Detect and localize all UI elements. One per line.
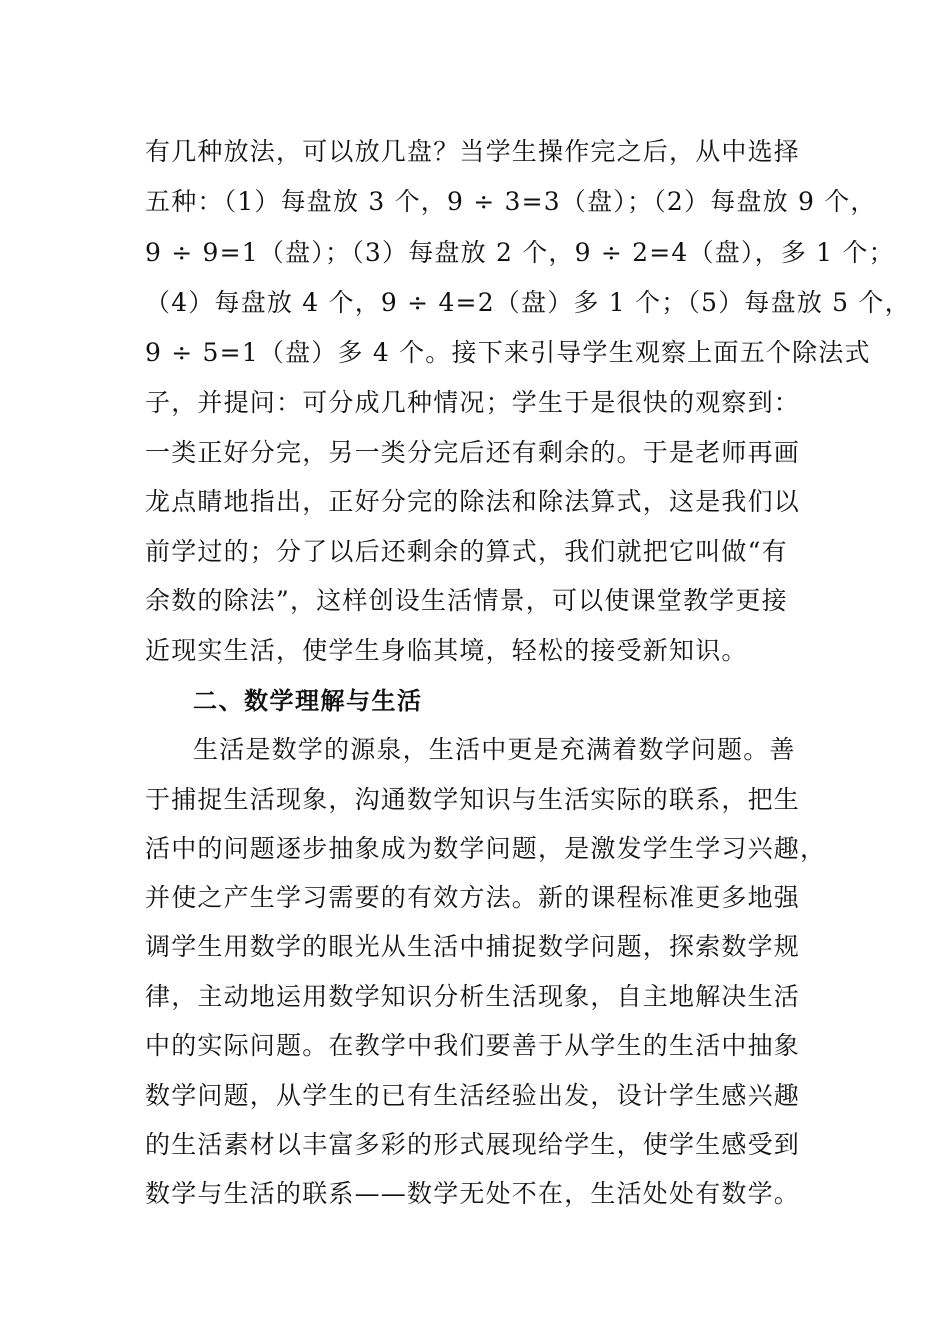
paragraph-line: 前学过的；分了以后还剩余的算式，我们就把它叫做“有 [145,537,788,566]
paragraph-line: 并使之产生学习需要的有效方法。新的课程标准更多地强 [145,883,801,912]
paragraph-line: 五种：（1）每盘放 3 个，9 ÷ 3=3（盘）；（2）每盘放 9 个， [145,187,877,216]
paragraph-line: 9 ÷ 9=1（盘）；（3）每盘放 2 个，9 ÷ 2=4（盘），多 1 个； [145,238,895,267]
paragraph-line: 9 ÷ 5=1（盘）多 4 个。接下来引导学生观察上面五个除法式 [145,338,871,367]
paragraph-line: 于捕捉生活现象，沟通数学知识与生活实际的联系，把生 [145,785,801,814]
paragraph-line: 中的实际问题。在教学中我们要善于从学生的生活中抽象 [145,1031,801,1060]
paragraph-line: 的生活素材以丰富多彩的形式展现给学生，使学生感受到 [145,1130,801,1159]
paragraph-line: 生活是数学的源泉，生活中更是充满着数学问题。善 [193,735,796,764]
paragraph-line: 律，主动地运用数学知识分析生活现象，自主地解决生活 [145,982,801,1011]
paragraph-line: 子，并提问：可分成几种情况；学生于是很快的观察到： [145,388,801,417]
paragraph-line: 调学生用数学的眼光从生活中捕捉数学问题，探索数学规 [145,932,801,961]
section-heading: 二、数学理解与生活 [193,687,423,715]
paragraph-line: 数学与生活的联系——数学无处不在，生活处处有数学。 [145,1179,801,1208]
paragraph-line: （4）每盘放 4 个，9 ÷ 4=2（盘）多 1 个；（5）每盘放 5 个， [145,288,911,317]
paragraph-line: 一类正好分完，另一类分完后还有剩余的。于是老师再画 [145,438,801,467]
paragraph-line: 有几种放法，可以放几盘？当学生操作完之后，从中选择 [145,137,801,166]
paragraph-line: 活中的问题逐步抽象成为数学问题，是激发学生学习兴趣， [145,834,827,863]
paragraph-line: 龙点睛地指出，正好分完的除法和除法算式，这是我们以 [145,487,801,516]
paragraph-line: 余数的除法”，这样创设生活情景，可以使课堂教学更接 [145,586,788,615]
paragraph-line: 数学问题，从学生的已有生活经验出发，设计学生感兴趣 [145,1081,801,1110]
paragraph-line: 近现实生活，使学生身临其境，轻松的接受新知识。 [145,636,748,665]
